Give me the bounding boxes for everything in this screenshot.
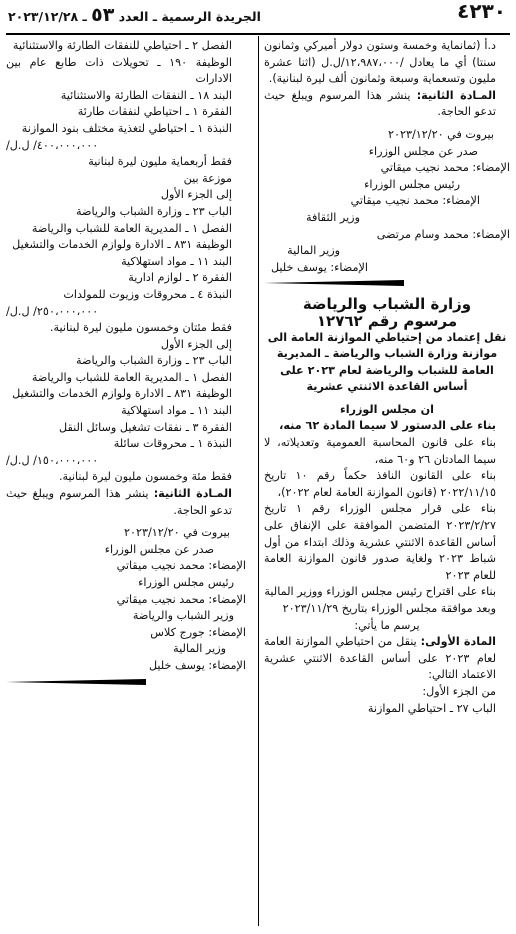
budget-line: إلى الجزء الأول	[160, 188, 232, 202]
signature-pm-2: الإمضاء: محمد نجيب ميقاتي	[350, 194, 480, 208]
article-2-paragraph	[264, 88, 510, 121]
budget-line: البند ١١ ـ مواد استهلاكية	[121, 254, 232, 268]
article-1-text: ينقل من احتياطي الموازنة العامة لعام ٢٠٢٣ على أساس القاعدة الاثنتي عشرية الاعتماد التالي:	[264, 635, 496, 682]
ministry-heading: وزارة الشباب والرياضة	[302, 295, 472, 314]
budget-line: الفقرة ٣ ـ نفقات تشغيل وسائل النقل	[58, 420, 232, 434]
youth-minister-title: وزير الشباب والرياضة	[132, 609, 234, 623]
article-1-paragraph	[264, 634, 510, 684]
article-2-label: المـادة الثانية:	[416, 88, 496, 102]
budget-line: الباب ٢٣ ـ وزارة الشباب والرياضة	[75, 354, 232, 368]
signature-pm-2: الإمضاء: محمد نجيب ميقاتي	[116, 592, 246, 606]
basis-council-decision: بناء على قرار مجلس الوزراء رقم ١ تاريخ ٢٠٢٣/٢/٢٧ المتضمن الموافقة على الإنفاق على أساس القاعدة الاثنتي عشرية وذلك ابتداء من أول شباط ٢٠٢٣ ولغاية صدور قانون الموازنة العامة للعام ٢٠٢٣	[264, 502, 496, 582]
council-line: ان مجلس الوزراء	[339, 402, 435, 416]
decrees-line: يرسم ما يأتي:	[354, 618, 420, 632]
budget-line: النبذة ١ ـ محروقات سائلة	[113, 437, 232, 451]
issued-by: صدر عن مجلس الوزراء	[104, 542, 214, 556]
budget-line: النبذة ٤ ـ محروقات وزيوت للمولدات	[63, 287, 232, 301]
right-column	[264, 38, 510, 717]
page-header	[0, 0, 516, 31]
article-1-label: المادة الأولى:	[420, 635, 496, 649]
issue-number: ٥٣	[91, 4, 115, 26]
basis-budget-law: بناء على القانون النافذ حكماً رقم ١٠ تاريخ ٢٠٢٢/١١/١٥ (قانون الموازنة العامة لعام ٢٠٢٢)،	[264, 469, 496, 499]
pm-title: رئيس مجلس الوزراء	[364, 177, 460, 191]
signature-pm: الإمضاء: محمد نجيب ميقاتي	[116, 559, 246, 573]
issue-date: ـ ٢٠٢٣/١٢/٢٨	[8, 9, 87, 24]
culture-minister-title: وزير الثقافة	[306, 210, 360, 224]
decree-number: مرسوم رقم ١٢٧٦٢	[316, 311, 458, 330]
amount-1-words: فقط أربعماية مليون ليرة لبنانية	[88, 155, 232, 169]
amount-paragraph: د.أ (ثمانماية وخمسة وستون دولار أميركي وثمانون سنتا) أي ما يعادل /١٢،٩٨٧،٠٠٠/ل.ل (اثنا عشرة مليون وتسعماية وسبعة وثمانون ألف ليرة لبنانية).	[264, 39, 496, 86]
article-2-text: ينشر هذا المرسوم ويبلغ حيث تدعو الحاجة.	[6, 487, 232, 517]
amount-1: /٤٠٠،٠٠٠،٠٠٠/ ل.ل	[6, 138, 99, 152]
budget-line: الوظيفة ٨٣١ ـ الادارة ولوازم الخدمات والتشغيل	[12, 238, 232, 252]
from-part-line: من الجزء الأول:	[422, 684, 496, 698]
header-rule	[6, 33, 510, 35]
end-mark	[6, 675, 246, 687]
signature-youth: الإمضاء: جورج كلاس	[150, 625, 246, 639]
page-number: ٤٢٣٠	[457, 0, 506, 23]
article-2-label: المـادة الثانية:	[153, 487, 232, 501]
finance-minister-title: وزير المالية	[287, 244, 340, 258]
amount-2: /٢٥٠،٠٠٠،٠٠٠/ ل.ل	[6, 304, 99, 318]
budget-line: الفقرة ١ ـ احتياطي لنفقات طارئة	[77, 105, 232, 119]
budget-line: الباب ٢٣ ـ وزارة الشباب والرياضة	[75, 204, 232, 218]
gazette-title: الجريدة الرسمية ـ العدد	[118, 9, 261, 24]
budget-line: البند ١١ ـ مواد استهلاكية	[121, 404, 232, 418]
budget-line: إلى الجزء الأول	[160, 337, 232, 351]
signature-finance: الإمضاء: يوسف خليل	[270, 260, 368, 274]
signature-finance: الإمضاء: يوسف خليل	[148, 658, 246, 672]
end-mark	[264, 276, 510, 288]
budget-line: الوظيفة ١٩٠ ـ تحويلات ذات طابع عام بين الادارات	[6, 55, 232, 86]
issued-by: صدر عن مجلس الوزراء	[368, 144, 478, 158]
decree-subject: نقل إعتماد من إحتياطي الموازنة العامة الى موازنة وزارة الشباب والرياضة ـ المديرية العامة للشباب والرياضة لعام ٢٠٢٣ على أساس القاعدة الاثنتي عشرية	[267, 330, 507, 394]
left-column	[6, 38, 246, 687]
budget-line: البند ١٨ ـ النفقات الطارئة والاستثنائية	[60, 88, 232, 102]
signature-pm: الإمضاء: محمد نجيب ميقاتي	[380, 161, 510, 175]
signature-culture: الإمضاء: محمد وسام مرتضى	[376, 227, 510, 241]
basis-approval: وبعد موافقة مجلس الوزراء بتاريخ ٢٠٢٣/١١/٢٩	[282, 602, 496, 615]
budget-line: الفصل ٢ ـ احتياطي للنفقات الطارئة والاستثنائية	[12, 39, 232, 52]
budget-line: الفقرة ٢ ـ لوازم ادارية	[128, 271, 232, 285]
running-header	[8, 4, 261, 26]
amount-3: /١٥٠،٠٠٠،٠٠٠/ ل.ل	[6, 453, 99, 467]
basis-proposal: بناء على اقتراح رئيس مجلس الوزراء ووزير المالية	[264, 585, 496, 599]
budget-line: الفصل ١ ـ المديرية العامة للشباب والرياضة	[31, 370, 232, 384]
article-2-paragraph	[6, 486, 246, 519]
chapter-27-line: الباب ٢٧ ـ احتياطي الموازنة	[367, 701, 496, 715]
amount-2-words: فقط مئتان وخمسون مليون ليرة لبنانية.	[49, 321, 232, 335]
column-divider	[258, 36, 259, 926]
date-line: بيروت في ٢٠٢٣/١٢/٢٠	[123, 526, 230, 540]
distributed-line: موزعة بين	[183, 171, 232, 185]
date-line: بيروت في ٢٠٢٣/١٢/٢٠	[387, 127, 494, 141]
budget-line: النبذة ١ ـ احتياطي لتغذية مختلف بنود الموازنة	[21, 121, 232, 135]
pm-title: رئيس مجلس الوزراء	[138, 576, 234, 589]
basis-constitution: بناء على الدستور لا سيما المادة ٦٢ منه،	[279, 419, 496, 433]
budget-line: الوظيفة ٨٣١ ـ الادارة ولوازم الخدمات والتشغيل	[12, 387, 232, 401]
article-2-text: ينشر هذا المرسوم ويبلغ حيث تدعو الحاجة.	[264, 88, 496, 119]
finance-minister-title: وزير المالية	[173, 642, 226, 656]
amount-3-words: فقط مئة وخمسون مليون ليرة لبنانية.	[58, 470, 232, 484]
basis-accounting-law: بناء على قانون المحاسبة العمومية وتعديلاته، لا سيما المادتان ٢٦ و٦٠ منه،	[264, 436, 496, 466]
budget-line: الفصل ١ ـ المديرية العامة للشباب والرياضة	[31, 221, 232, 235]
